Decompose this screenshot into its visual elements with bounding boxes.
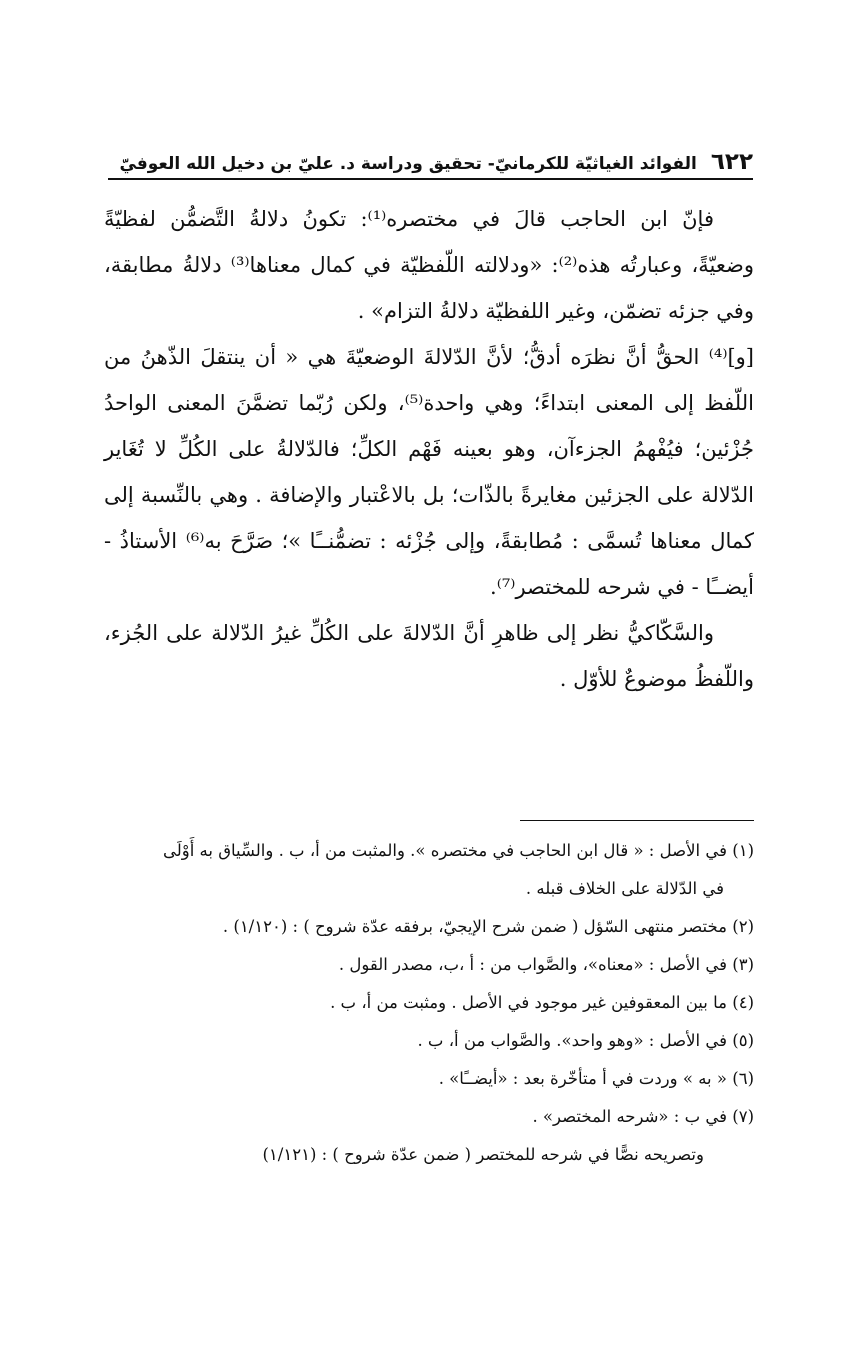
footnote-5 <box>104 1022 754 1060</box>
footnote-6 <box>104 1060 754 1098</box>
footnote-label: (٦) <box>732 1069 754 1088</box>
footnote-label: (٢) <box>732 917 754 936</box>
paragraph-3: والسَّكّاكيُّ نظر إلى ظاهرِ أنَّ الدّلالةَ على الكُلِّ غيرُ الدّلالة على الجُزء، واللّفظُ موضوعٌ للأوّل . <box>104 621 754 691</box>
footnote-text: ما بين المعقوفين غير موجود في الأصل . ومثبت من أ، ب . <box>330 993 727 1012</box>
footnote-label: (٣) <box>732 955 754 974</box>
footnote-4 <box>104 984 754 1022</box>
footnote-separator <box>520 820 754 821</box>
main-text <box>104 196 754 702</box>
footnote-text: « به » وردت في أ متأخّرة بعد : «أيضــًا» . <box>438 1069 727 1088</box>
paragraph-2: [و]⁽⁴⁾ الحقُّ أنَّ نظرَه أدقُّ؛ لأنَّ الدّلالةَ الوضعيّةَ هي « أن ينتقلَ الذّهنُ من اللّفظ إلى المعنى ابتداءً؛ وهي واحدة⁽⁵⁾، ولكن رُبّما تضمَّنَ المعنى الواحدُ جُزْئين؛ فيُفْهمُ الجزءآن، وهو بعينه فَهْم الكلِّ؛ فالدّلالةُ على الكُلِّ لا تُغَاير الدّلالة على الجزئين مغايرةً بالذّات؛ بل بالاعْتبار والإضافة . وهي بالنِّسبة إلى كمال معناها تُسمَّى : مُطابقةً، وإلى جُزْئه : تضمُّنــًا »؛ صَرَّحَ به⁽⁶⁾ الأستاذُ - أيضــًا - في شرحه للمختصر⁽⁷⁾. <box>104 345 754 599</box>
footnotes <box>104 832 754 1174</box>
page-number: ٦٢٢ <box>710 149 753 175</box>
footnote-text: في الأصل : « قال ابن الحاجب في مختصره ». والمثبت من أ، ب . والسِّياق به أَوْلَى <box>162 841 727 860</box>
footnote-label: (٥) <box>732 1031 754 1050</box>
footnote-text: في الأصل : «معناه»، والصَّواب من : أ ،ب، مصدر القول . <box>338 955 727 974</box>
footnote-label: (٤) <box>732 993 754 1012</box>
footnote-7 <box>104 1098 754 1136</box>
footnote-1 <box>104 832 754 870</box>
paragraph-1: فإنّ ابن الحاجب قالَ في مختصره⁽¹⁾: تكونُ دلالةُ التَّضمُّن لفظيّةً وضعيّةً، وعبارتُه هذه⁽²⁾: «ودلالته اللّفظيّة في كمال معناها⁽³⁾ دلالةُ مطابقة، وفي جزئه تضمّن، وغير اللفظيّة دلالةُ التزام» . <box>104 207 754 323</box>
running-header <box>108 140 753 180</box>
footnote-7-extra: وتصريحه نصًّا في شرحه للمختصر ( ضمن عدّة شروح ) : (١/١٢١) <box>262 1145 704 1164</box>
footnote-text: في ب : «شرحه المختصر» . <box>532 1107 727 1126</box>
footnote-3 <box>104 946 754 984</box>
footnote-label: (١) <box>732 841 754 860</box>
running-title: الفوائد الغياثيّة للكرمانيّ- تحقيق ودراسة د. عليّ بن دخيل الله العوفيّ <box>119 153 697 174</box>
footnote-text: مختصر منتهى السّؤل ( ضمن شرح الإيجيّ، برفقه عدّة شروح ) : (١/١٢٠) . <box>222 917 727 936</box>
footnote-2 <box>104 908 754 946</box>
footnote-text: في الأصل : «وهو واحد». والصَّواب من أ، ب . <box>417 1031 727 1050</box>
footnote-label: (٧) <box>732 1107 754 1126</box>
footnote-1-continued: في الدّلالة على الخلاف قبله . <box>525 879 724 898</box>
